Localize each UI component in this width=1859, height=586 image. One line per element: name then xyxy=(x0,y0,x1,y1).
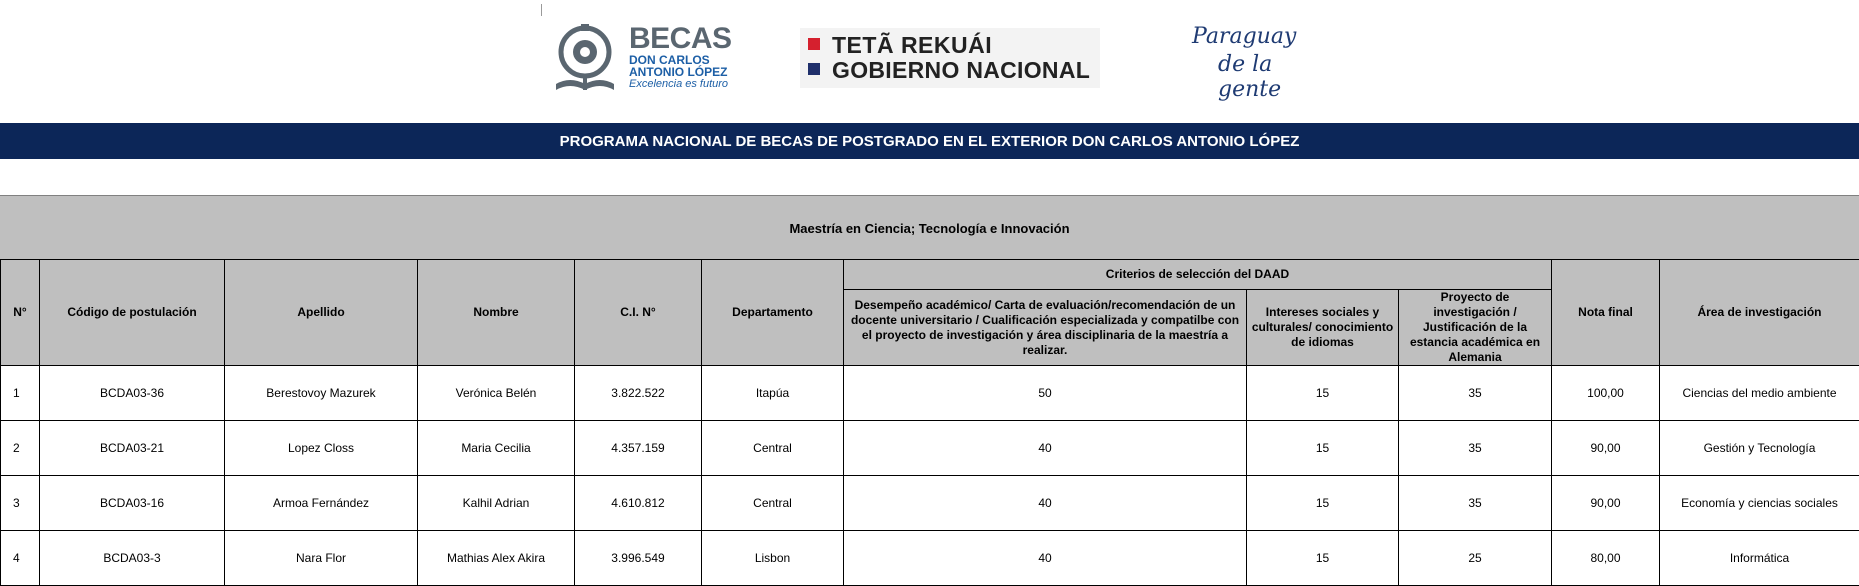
cell-proyecto: 35 xyxy=(1399,476,1552,531)
table-row xyxy=(1,421,1859,476)
cell-nota: 100,00 xyxy=(1552,366,1660,421)
cell-area: Ciencias del medio ambiente xyxy=(1660,366,1859,421)
program-banner: PROGRAMA NACIONAL DE BECAS DE POSTGRADO EN EL EXTERIOR DON CARLOS ANTONIO LÓPEZ xyxy=(0,123,1859,159)
cell-codigo: BCDA03-36 xyxy=(40,366,225,421)
gobierno-line1: TETÃ REKUÁI xyxy=(832,33,992,57)
header-departamento: Departamento xyxy=(702,260,844,366)
header-ci: C.I. N° xyxy=(575,260,702,366)
program-title: Maestría en Ciencia; Tecnología e Innovación xyxy=(0,195,1859,260)
cell-area: Economía y ciencias sociales xyxy=(1660,476,1859,531)
paraguay-line1: Paraguay xyxy=(1192,24,1296,49)
header-n: N° xyxy=(1,260,40,366)
cell-area: Gestión y Tecnología xyxy=(1660,421,1859,476)
header-nombre: Nombre xyxy=(418,260,575,366)
cell-desempeno: 50 xyxy=(844,366,1247,421)
header-intereses: Intereses sociales y culturales/ conocimiento de idiomas xyxy=(1247,290,1399,366)
becas-logo xyxy=(552,22,732,94)
cell-n: 2 xyxy=(1,421,40,476)
header-nota: Nota final xyxy=(1552,260,1660,366)
becas-emblem-icon xyxy=(552,22,618,94)
cell-n: 4 xyxy=(1,531,40,586)
cell-intereses: 15 xyxy=(1247,476,1399,531)
cell-n: 1 xyxy=(1,366,40,421)
red-square-icon xyxy=(808,38,820,50)
cell-apellido: Lopez Closs xyxy=(225,421,418,476)
logo-header xyxy=(0,0,1859,122)
becas-tagline: Excelencia es futuro xyxy=(629,78,739,90)
cell-proyecto: 35 xyxy=(1399,366,1552,421)
header-codigo: Código de postulación xyxy=(40,260,225,366)
cell-nombre: Verónica Belén xyxy=(418,366,575,421)
cell-codigo: BCDA03-16 xyxy=(40,476,225,531)
gobierno-logo xyxy=(800,28,1100,88)
cell-intereses: 15 xyxy=(1247,366,1399,421)
cell-nombre: Mathias Alex Akira xyxy=(418,531,575,586)
header-area: Área de investigación xyxy=(1660,260,1859,366)
table-row xyxy=(1,531,1859,586)
cell-codigo: BCDA03-21 xyxy=(40,421,225,476)
table-row xyxy=(1,476,1859,531)
gobierno-line2: GOBIERNO NACIONAL xyxy=(832,58,1090,82)
becas-line2: ANTONIO LÓPEZ xyxy=(629,66,739,78)
header-criterios: Criterios de selección del DAAD xyxy=(844,260,1552,290)
results-table xyxy=(0,259,1859,586)
cell-ci: 4.357.159 xyxy=(575,421,702,476)
cell-ci: 3.996.549 xyxy=(575,531,702,586)
cell-nombre: Kalhil Adrian xyxy=(418,476,575,531)
becas-line1: DON CARLOS xyxy=(629,54,739,66)
cell-departamento: Lisbon xyxy=(702,531,844,586)
cell-proyecto: 25 xyxy=(1399,531,1552,586)
cell-nota: 80,00 xyxy=(1552,531,1660,586)
cell-cursor-mark xyxy=(541,4,542,16)
header-desempeno: Desempeño académico/ Carta de evaluación/recomendación de un docente universitario / Cualificación especializada y compatilbe con el proyecto de investigación y área disciplinaria de la maestría a realizar. xyxy=(844,290,1247,366)
cell-codigo: BCDA03-3 xyxy=(40,531,225,586)
cell-apellido: Nara Flor xyxy=(225,531,418,586)
cell-departamento: Central xyxy=(702,421,844,476)
paraguay-line2: de la gente xyxy=(1218,52,1330,102)
cell-desempeno: 40 xyxy=(844,421,1247,476)
header-apellido: Apellido xyxy=(225,260,418,366)
cell-proyecto: 35 xyxy=(1399,421,1552,476)
cell-intereses: 15 xyxy=(1247,421,1399,476)
paraguay-logo xyxy=(1190,24,1330,88)
cell-apellido: Armoa Fernández xyxy=(225,476,418,531)
cell-departamento: Central xyxy=(702,476,844,531)
header-proyecto: Proyecto de investigación / Justificación de la estancia académica en Alemania xyxy=(1399,290,1552,366)
cell-nota: 90,00 xyxy=(1552,476,1660,531)
becas-title: BECAS xyxy=(629,24,739,54)
cell-nombre: Maria Cecilia xyxy=(418,421,575,476)
cell-departamento: Itapúa xyxy=(702,366,844,421)
cell-intereses: 15 xyxy=(1247,531,1399,586)
table-row xyxy=(1,366,1859,421)
cell-desempeno: 40 xyxy=(844,531,1247,586)
cell-ci: 4.610.812 xyxy=(575,476,702,531)
cell-desempeno: 40 xyxy=(844,476,1247,531)
cell-apellido: Berestovoy Mazurek xyxy=(225,366,418,421)
blue-square-icon xyxy=(808,63,820,75)
cell-area: Informática xyxy=(1660,531,1859,586)
cell-nota: 90,00 xyxy=(1552,421,1660,476)
cell-n: 3 xyxy=(1,476,40,531)
cell-ci: 3.822.522 xyxy=(575,366,702,421)
